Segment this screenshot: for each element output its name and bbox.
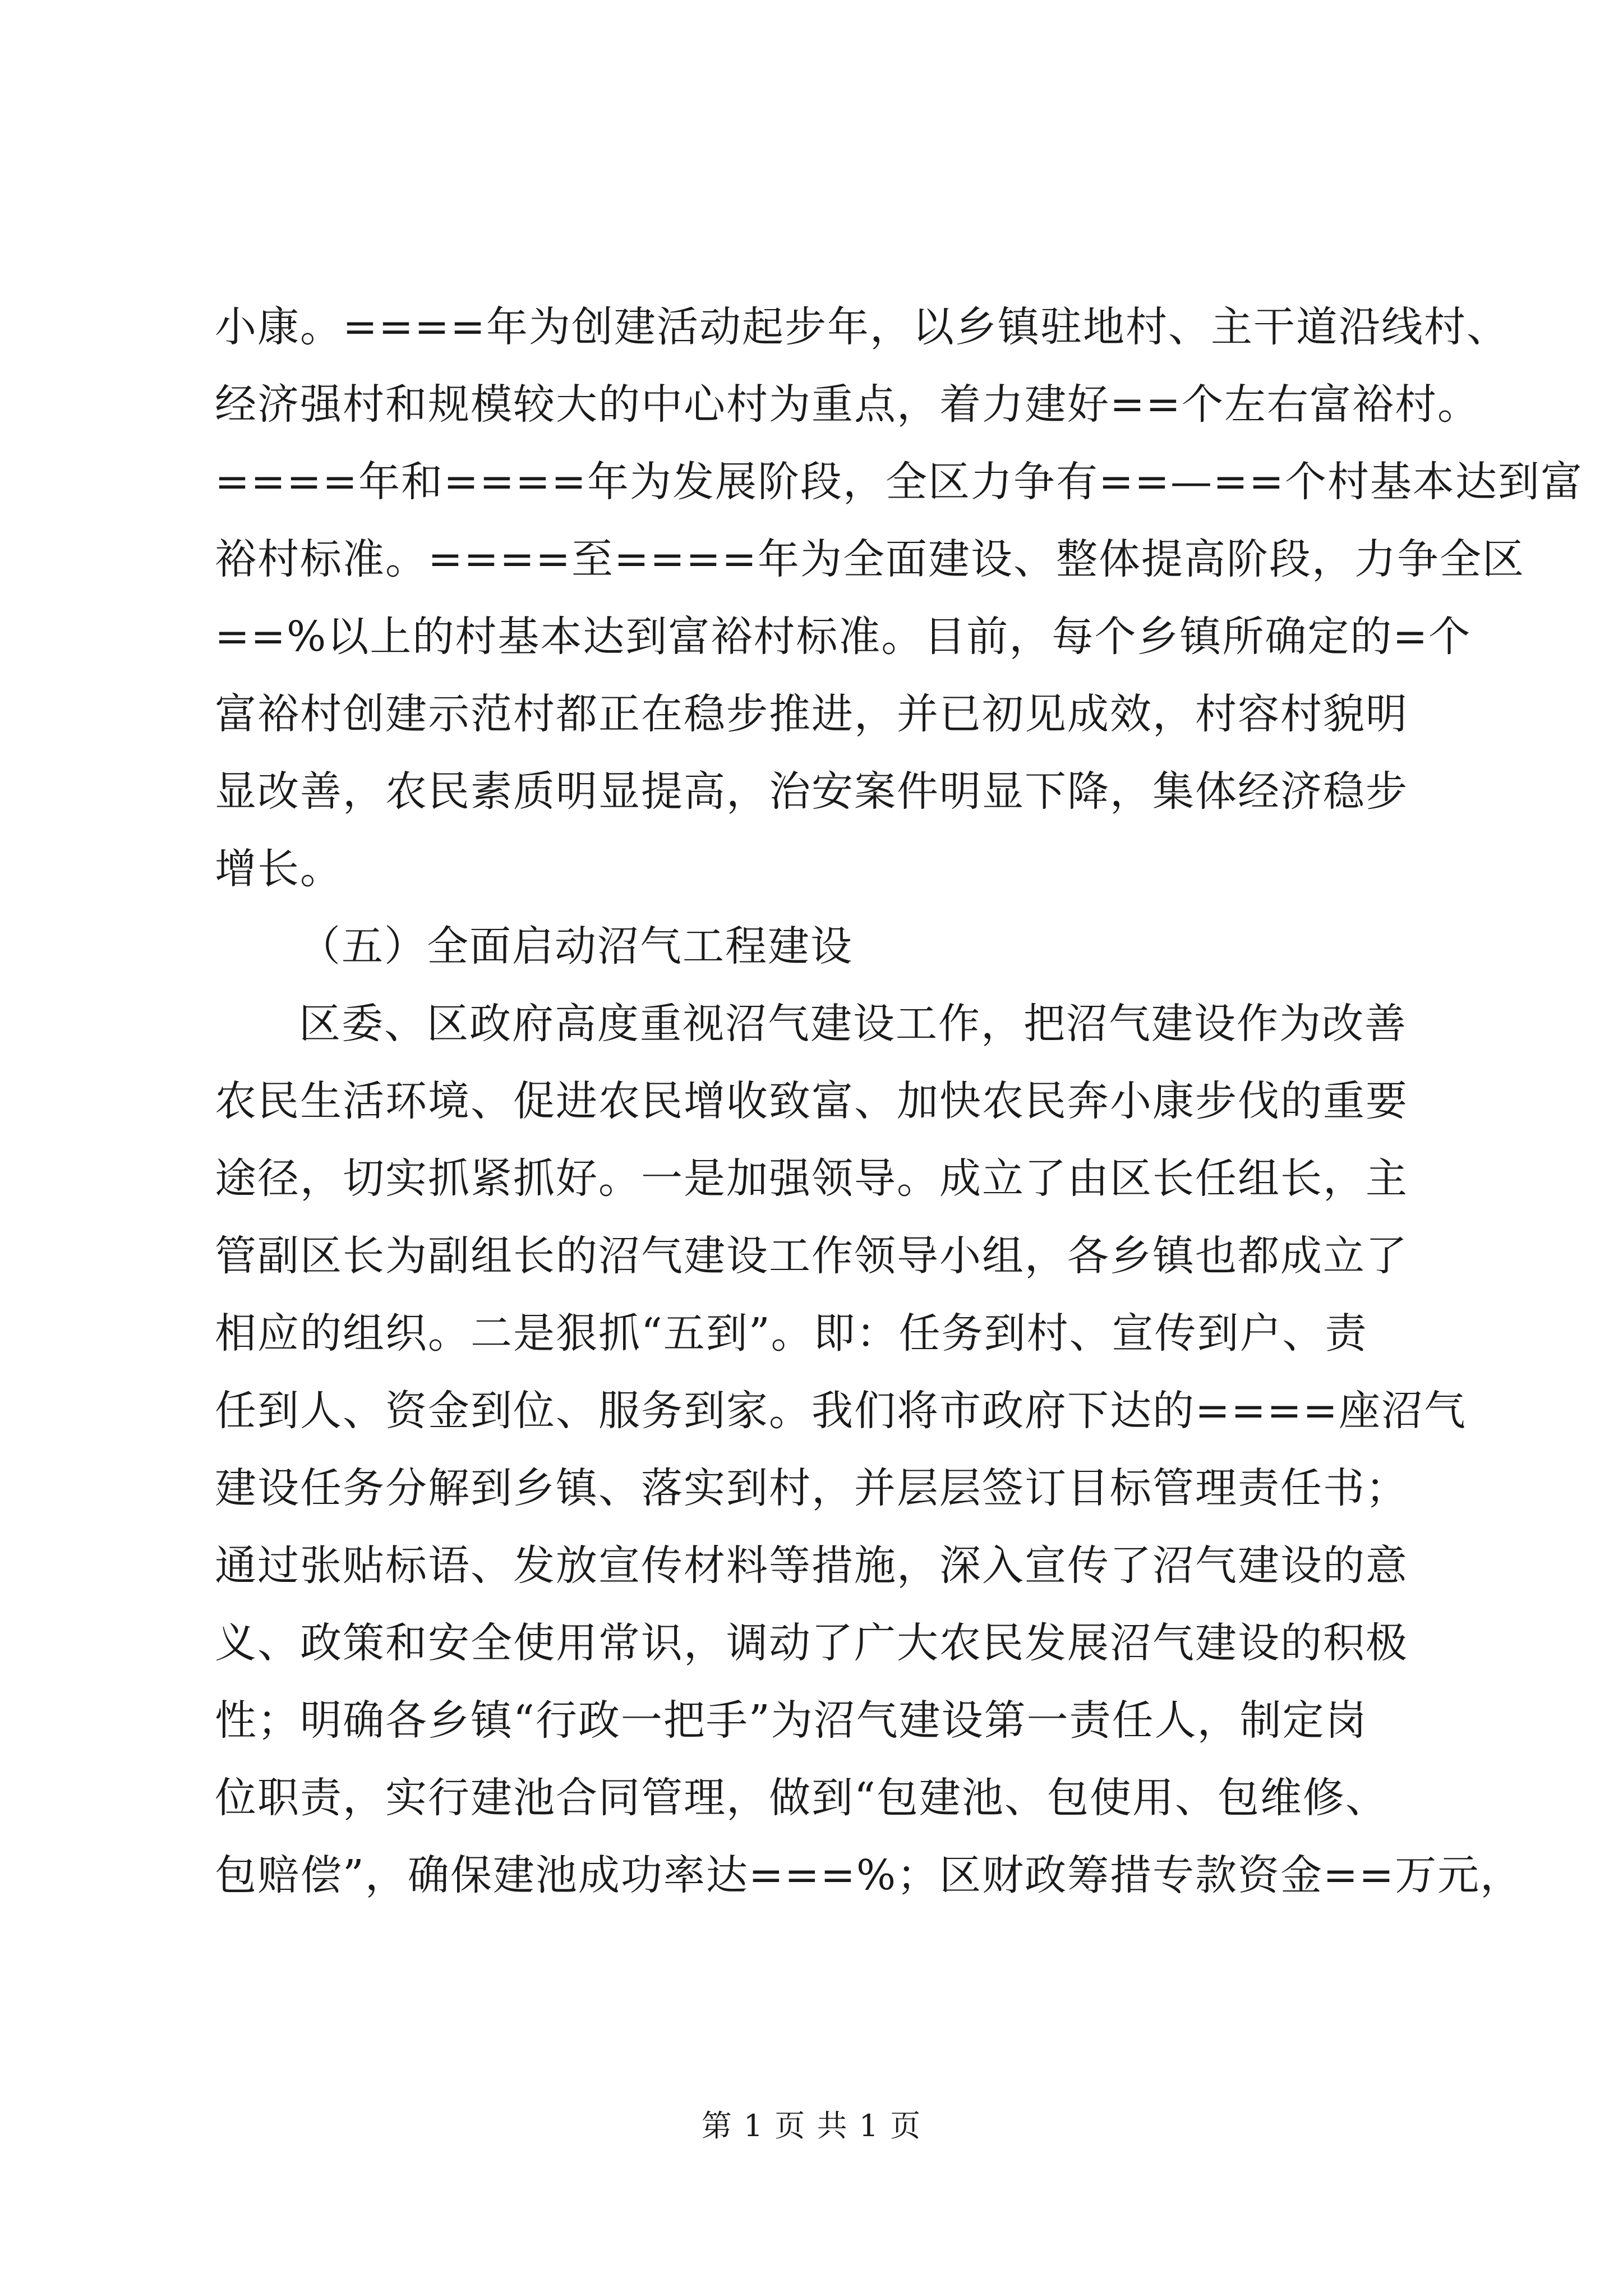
paragraph-line: 裕村标准。====至====年为全面建设、整体提高阶段，力争全区 [215,535,1525,583]
paragraph-line: 富裕村创建示范村都正在稳步推进，并已初见成效，村容村貌明 [215,690,1408,738]
paragraph-line: 农民生活环境、促进农民增收致富、加快农民奔小康步伐的重要 [215,1077,1408,1125]
page-number-footer: 第 1 页 共 1 页 [701,2108,922,2143]
paragraph-line: 位职责，实行建池合同管理，做到“包建池、包使用、包维修、 [215,1774,1388,1822]
paragraph-line: 任到人、资金到位、服务到家。我们将市政府下达的====座沼气 [215,1387,1467,1435]
paragraph-line: 管副区长为副组长的沼气建设工作领导小组，各乡镇也都成立了 [215,1232,1408,1280]
paragraph-line: ==%以上的村基本达到富裕村标准。目前，每个乡镇所确定的=个 [215,613,1472,661]
paragraph-line: 增长。 [215,845,343,893]
paragraph-line: 途径，切实抓紧抓好。一是加强领导。成立了由区长任组长，主 [215,1154,1408,1203]
paragraph-line: 性；明确各乡镇“行政一把手”为沼气建设第一责任人，制定岗 [215,1696,1368,1745]
paragraph-line: 通过张贴标语、发放宣传材料等措施，深入宣传了沼气建设的意 [215,1542,1408,1590]
paragraph-line: ====年和====年为发展阶段，全区力争有==—==个村基本达到富 [215,458,1584,506]
paragraph-line: 相应的组织。二是狠抓“五到”。即：任务到村、宣传到户、责 [215,1309,1368,1358]
paragraph-line: 建设任务分解到乡镇、落实到村，并层层签订目标管理责任书； [215,1464,1408,1512]
paragraph-line: 包赔偿”，确保建池成功率达===%；区财政筹措专款资金==万元， [215,1851,1523,1899]
paragraph-line: 区委、区政府高度重视沼气建设工作，把沼气建设作为改善 [299,1000,1407,1048]
paragraph-line: 经济强村和规模较大的中心村为重点，着力建好==个左右富裕村。 [215,380,1481,429]
section-heading: （五）全面启动沼气工程建设 [299,922,853,970]
paragraph-line: 显改善，农民素质明显提高，治安案件明显下降，集体经济稳步 [215,767,1408,816]
paragraph-line: 小康。====年为创建活动起步年，以乡镇驻地村、主干道沿线村、 [215,303,1510,351]
paragraph-line: 义、政策和安全使用常识，调动了广大农民发展沼气建设的积极 [215,1619,1408,1667]
